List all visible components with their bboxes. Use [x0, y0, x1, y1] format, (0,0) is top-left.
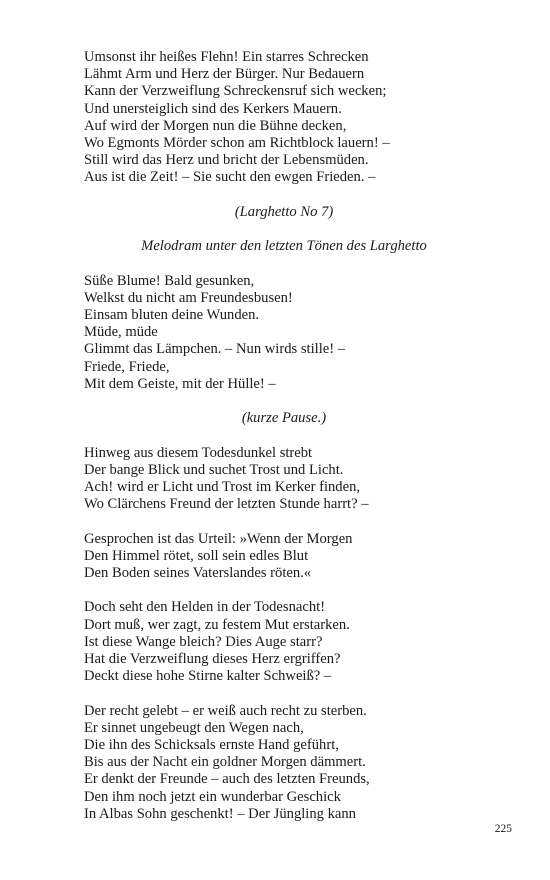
verse-line: Lähmt Arm und Herz der Bürger. Nur Bedauern: [84, 66, 365, 83]
stanza-blume: [84, 273, 484, 393]
stage-direction-larghetto: (Larghetto No 7): [234, 203, 334, 220]
verse-line: Hat die Verzweiflung dieses Herz ergriffen?: [84, 651, 341, 667]
verse-line: Still wird das Herz und bricht der Lebensmüden.: [84, 152, 369, 169]
verse-line: Müde, müde: [84, 324, 158, 341]
stanza-gesprochen: [84, 531, 484, 583]
verse-line: Den Himmel rötet, soll sein edles Blut: [84, 547, 309, 564]
verse-line: Der bange Blick und suchet Trost und Licht.: [84, 461, 344, 478]
verse-line: Ist diese Wange bleich? Dies Auge starr?: [84, 633, 323, 650]
verse-line: Kann der Verzweiflung Schreckensruf sich wecken;: [84, 83, 387, 100]
verse-line: Welkst du nicht am Freundesbusen!: [84, 289, 293, 306]
verse-line: Friede, Friede,: [84, 358, 170, 375]
verse-line: Hinweg aus diesem Todesdunkel strebt: [84, 444, 313, 461]
verse-line: Er sinnet ungebeugt den Wegen nach,: [84, 719, 304, 736]
stanza-doch: [84, 599, 484, 685]
stage-direction-pause: (kurze Pause.): [241, 410, 327, 427]
verse-line: In Albas Sohn geschenkt! – Der Jüngling kann: [84, 805, 356, 822]
page-number: 225: [494, 823, 512, 835]
stanza-1: [84, 49, 484, 187]
verse-line: Bis aus der Nacht ein goldner Morgen dämmert.: [84, 754, 366, 771]
verse-line: Aus ist die Zeit! – Sie sucht den ewgen Frieden. –: [84, 169, 376, 186]
verse-line: Glimmt das Lämpchen. – Nun wirds stille! –: [84, 341, 346, 358]
verse-line: Den ihm noch jetzt ein wunderbar Geschick: [84, 788, 341, 805]
verse-line: Süße Blume! Bald gesunken,: [84, 272, 255, 289]
verse-line: Gesprochen ist das Urteil: »Wenn der Morgen: [84, 530, 353, 547]
verse-line: Und unersteiglich sind des Kerkers Mauern.: [84, 100, 342, 117]
verse-line: Er denkt der Freunde – auch des letzten Freunds,: [84, 771, 370, 788]
verse-line: Ach! wird er Licht und Trost im Kerker finden,: [84, 479, 361, 495]
stanza-der-recht: [84, 703, 484, 823]
verse-line: Wo Egmonts Mörder schon am Richtblock lauern! –: [84, 135, 390, 152]
verse-line: Den Boden seines Vaterslandes röten.«: [84, 565, 312, 581]
verse-line: Die ihn des Schicksals ernste Hand geführt,: [84, 737, 339, 753]
verse-line: Der recht gelebt – er weiß auch recht zu sterben.: [84, 702, 367, 719]
verse-line: Einsam bluten deine Wunden.: [84, 307, 260, 323]
poem-text: [84, 49, 484, 823]
verse-line: Deckt diese hohe Stirne kalter Schweiß? –: [84, 668, 332, 685]
verse-line: Mit dem Geiste, mit der Hülle! –: [84, 375, 276, 392]
verse-line: Wo Clärchens Freund der letzten Stunde harrt? –: [84, 496, 369, 513]
verse-line: Doch seht den Helden in der Todesnacht!: [84, 599, 326, 616]
verse-line: Auf wird der Morgen nun die Bühne decken,: [84, 117, 347, 134]
stanza-hinweg: [84, 445, 484, 514]
verse-line: Umsonst ihr heißes Flehn! Ein starres Schrecken: [84, 49, 369, 65]
stage-direction-melodram: Melodram unter den letzten Tönen des Larghetto: [141, 238, 427, 255]
verse-line: Dort muß, wer zagt, zu festem Mut erstarken.: [84, 616, 350, 633]
